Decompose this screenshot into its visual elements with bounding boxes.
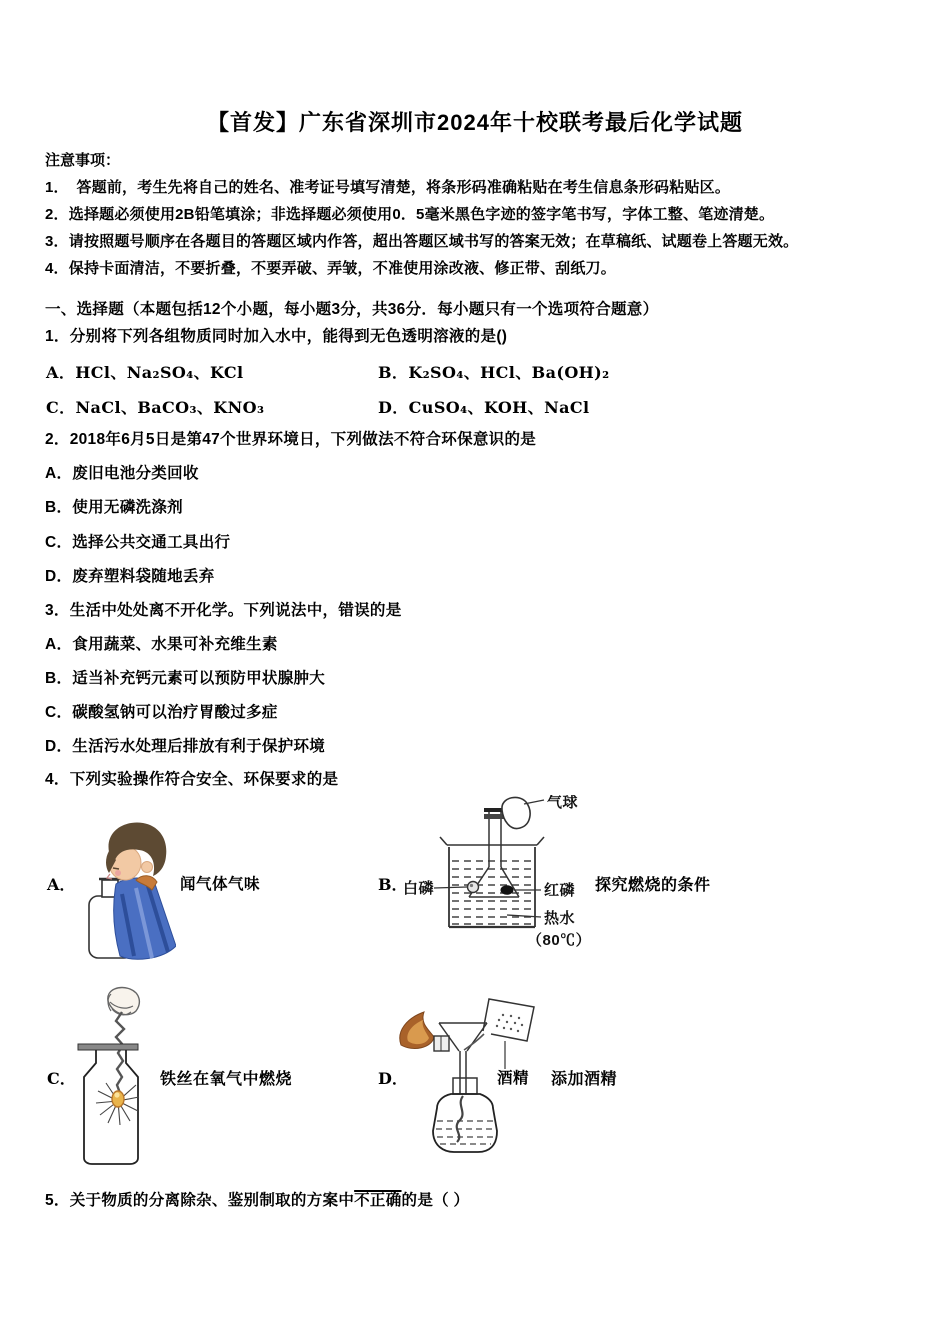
question-2-option-a: A．废旧电池分类回收 xyxy=(45,465,199,482)
question-5-stem-emphasis: 不正确 xyxy=(354,1192,402,1209)
question-4-stem: 4．下列实验操作符合安全、环保要求的是 xyxy=(45,771,339,788)
notice-item-4: 4．保持卡面清洁，不要折叠，不要弄破、弄皱，不准使用涂改液、修正带、刮纸刀。 xyxy=(45,260,616,277)
question-1-option-c: C．NaCl、BaCO₃、KNO₃ xyxy=(46,398,265,417)
question-3-option-a: A．食用蔬菜、水果可补充维生素 xyxy=(45,636,278,653)
question-2-option-b: B．使用无磷洗涤剂 xyxy=(45,499,183,516)
question-2-stem: 2．2018年6月5日是第47个世界环境日，下列做法不符合环保意识的是 xyxy=(45,431,537,448)
figure-b-white-phosphorus-annotation: 白磷 xyxy=(403,880,435,897)
question-1-stem: 1．分别将下列各组物质同时加入水中，能得到无色透明溶液的是() xyxy=(45,328,508,345)
figure-c-caption: 铁丝在氧气中燃烧 xyxy=(160,1071,293,1088)
notice-heading: 注意事项： xyxy=(45,152,121,169)
figure-b-caption: 探究燃烧的条件 xyxy=(595,877,711,894)
question-3-option-d: D．生活污水处理后排放有利于保护环境 xyxy=(45,738,326,755)
question-5-stem-pre: 5．关于物质的分离除杂、鉴别制取的方案中 xyxy=(45,1192,355,1209)
figure-c-label: C． xyxy=(47,1069,76,1088)
figure-a-caption: 闻气体气味 xyxy=(180,876,261,893)
section-heading: 一、选择题（本题包括12个小题，每小题3分，共36分．每小题只有一个选项符合题意） xyxy=(45,301,659,318)
figure-c-iron-wire-burning-illustration xyxy=(76,985,146,1168)
question-2-option-d: D．废弃塑料袋随地丢弃 xyxy=(45,568,215,585)
figure-d-caption: 添加酒精 xyxy=(551,1071,618,1088)
figure-b-red-phosphorus-annotation: 红磷 xyxy=(544,882,576,899)
notice-item-1: 1． 答题前，考生先将自己的姓名、准考证号填写清楚，将条形码准确粘贴在考生信息条形码粘贴区。 xyxy=(45,179,731,196)
notice-item-2: 2．选择题必须使用2B铅笔填涂；非选择题必须使用0．5毫米黑色字迹的签字笔书写，字体工整、笔迹清楚。 xyxy=(45,206,775,223)
question-1-option-a: A．HCl、Na₂SO₄、KCl xyxy=(46,363,244,382)
figure-a-smelling-gas-illustration xyxy=(80,818,176,962)
question-3-option-b: B．适当补充钙元素可以预防甲状腺肿大 xyxy=(45,670,326,687)
question-1-option-d: D．CuSO₄、KOH、NaCl xyxy=(378,398,590,417)
question-3-option-c: C．碳酸氢钠可以治疗胃酸过多症 xyxy=(45,704,278,721)
figure-d-alcohol-annotation: 酒精 xyxy=(497,1070,530,1087)
figure-b-combustion-apparatus-diagram xyxy=(403,795,603,952)
page-title: 【首发】广东省深圳市2024年十校联考最后化学试题 xyxy=(207,110,743,135)
notice-item-3: 3．请按照题号顺序在各题目的答题区域内作答，超出答题区域书写的答案无效；在草稿纸、试题卷上答题无效。 xyxy=(45,233,799,250)
question-1-option-b: B．K₂SO₄、HCl、Ba(OH)₂ xyxy=(378,363,610,382)
figure-d-label: D． xyxy=(378,1069,408,1088)
question-3-stem: 3．生活中处处离不开化学。下列说法中，错误的是 xyxy=(45,602,402,619)
figure-b-hot-water-annotation: 热水 xyxy=(544,910,576,927)
question-5-stem xyxy=(45,1190,469,1212)
question-5-stem-post: 的是（ ） xyxy=(401,1192,470,1209)
figure-b-temperature-annotation: （80℃） xyxy=(527,932,592,949)
figure-b-balloon-annotation: 气球 xyxy=(547,795,579,811)
figure-b-label: B． xyxy=(378,875,408,894)
question-2-option-c: C．选择公共交通工具出行 xyxy=(45,534,231,551)
figure-a-label: A． xyxy=(47,875,76,894)
